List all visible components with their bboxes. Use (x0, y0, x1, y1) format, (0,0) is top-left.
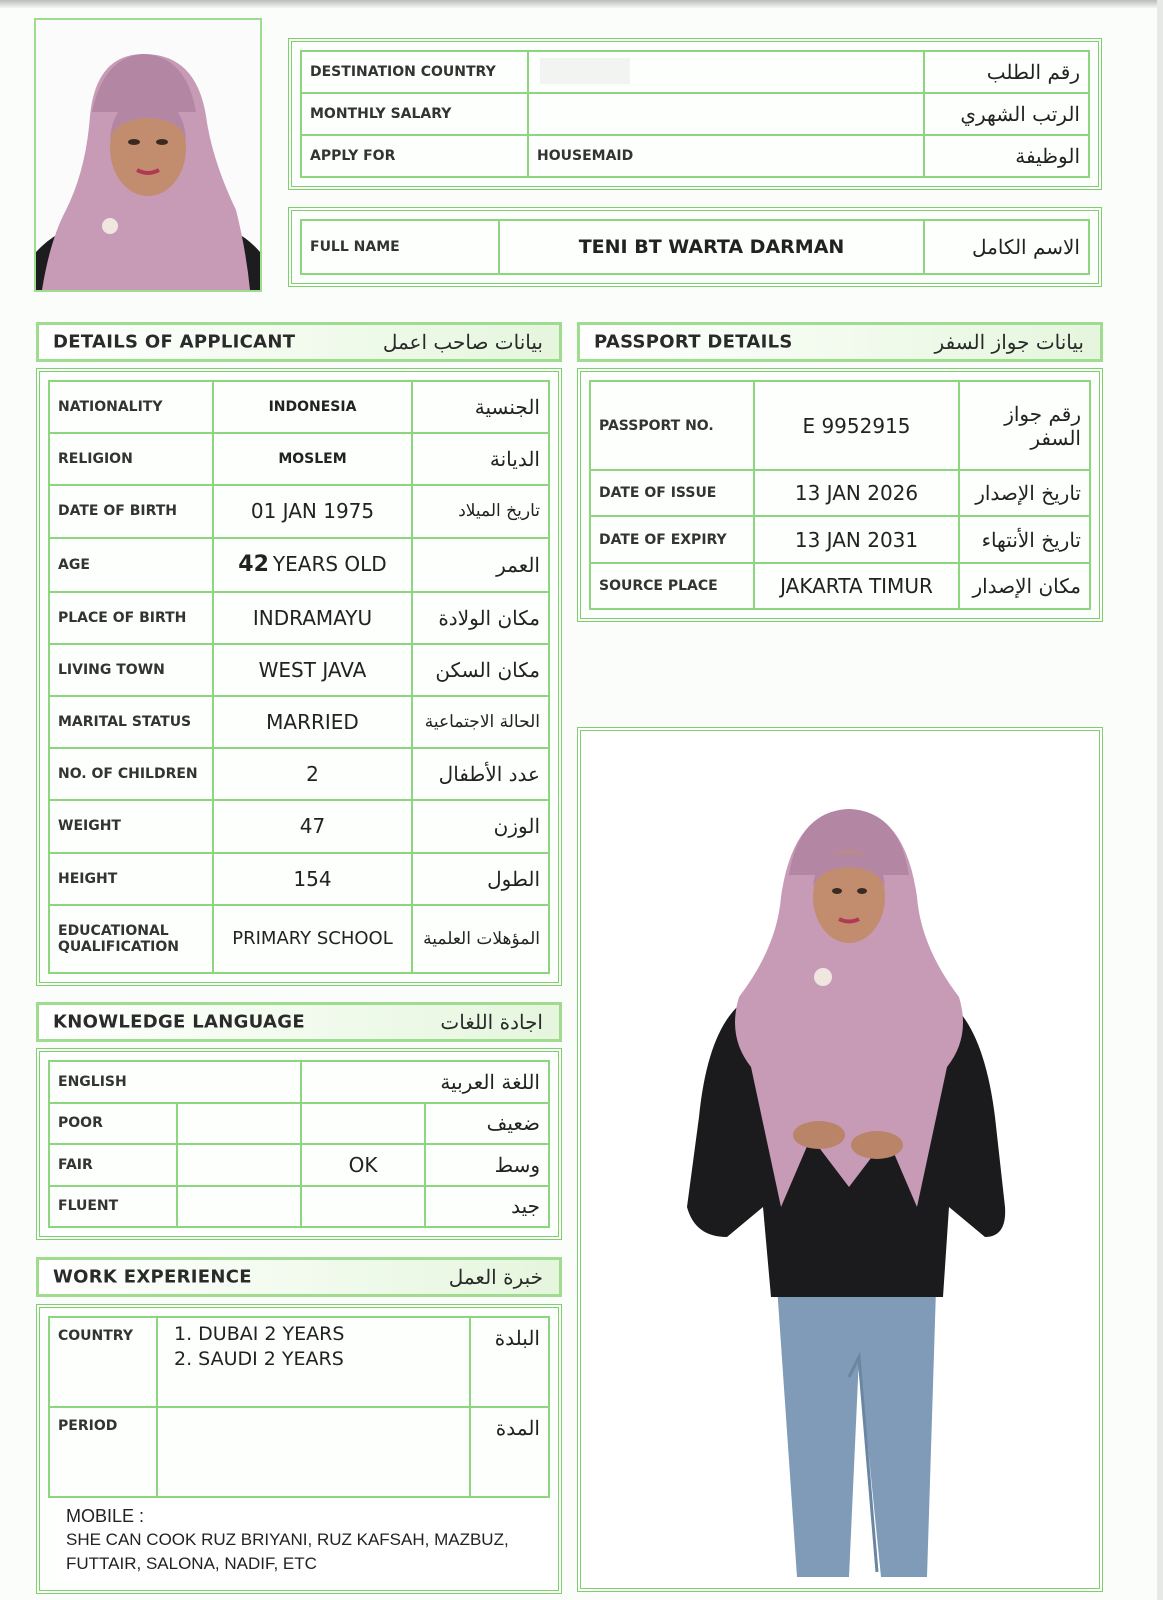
applicant-field-label: MARITAL STATUS (49, 696, 213, 748)
language-section-header (36, 1002, 562, 1042)
salary-label: MONTHLY SALARY (301, 93, 528, 135)
language-box (36, 1048, 562, 1240)
applicant-field-value: INDONESIA (213, 381, 412, 433)
language-title: KNOWLEDGE LANGUAGE (53, 1011, 305, 1033)
list-item: 2. SAUDI 2 YEARS (174, 1348, 344, 1370)
applicant-field-value: 47 (213, 800, 412, 852)
table-row (49, 1061, 549, 1103)
work-section-header (36, 1257, 562, 1297)
applicant-details-box (36, 368, 562, 986)
country-label: COUNTRY (49, 1317, 157, 1407)
applicant-field-label-ar: تاريخ الميلاد (412, 485, 549, 537)
apply-label-ar: الوظيفة (924, 135, 1089, 177)
applicant-title: DETAILS OF APPLICANT (53, 331, 296, 353)
skills-note (56, 1500, 550, 1582)
applicant-field-label: DATE OF BIRTH (49, 485, 213, 537)
table-row (49, 485, 549, 537)
applicant-title-ar: بيانات صاحب اعمل (382, 330, 543, 354)
scan-right-edge (1157, 0, 1163, 1600)
destination-label: DESTINATION COUNTRY (301, 51, 528, 93)
passport-field-label-ar: تاريخ الإصدار (959, 470, 1090, 516)
redacted-destination (540, 58, 630, 84)
table-row (301, 220, 1089, 274)
skills-line-2: FUTTAIR, SALONA, NADIF, ETC (66, 1554, 317, 1573)
table-row (49, 853, 549, 905)
passport-field-value: 13 JAN 2026 (754, 470, 959, 516)
destination-label-ar: رقم الطلب (924, 51, 1089, 93)
arabic-poor-value (301, 1103, 425, 1145)
passport-field-value: E 9952915 (754, 381, 959, 470)
table-row (49, 538, 549, 592)
passport-details-table (589, 380, 1091, 610)
applicant-field-label: WEIGHT (49, 800, 213, 852)
passport-field-value: JAKARTA TIMUR (754, 563, 959, 609)
salary-label-ar: الرتب الشهري (924, 93, 1089, 135)
applicant-field-label: EDUCATIONAL QUALIFICATION (49, 905, 213, 973)
table-row (49, 1407, 549, 1497)
country-list (157, 1317, 470, 1407)
table-row (49, 1186, 549, 1228)
table-row (49, 800, 549, 852)
table-row (49, 1103, 549, 1145)
work-experience-table (48, 1316, 550, 1498)
age-unit: YEARS OLD (272, 552, 387, 577)
applicant-field-label-ar: الطول (412, 853, 549, 905)
applicant-field-label: AGE (49, 538, 213, 592)
table-row (49, 905, 549, 973)
table-row (590, 563, 1090, 609)
passport-details-box (577, 368, 1103, 622)
applicant-field-label-ar: العمر (412, 538, 549, 592)
full-name-value: TENI BT WARTA DARMAN (499, 220, 924, 274)
applicant-field-label-ar: المؤهلات العلمية (412, 905, 549, 973)
applicant-field-label-ar: الوزن (412, 800, 549, 852)
passport-field-label: PASSPORT NO. (590, 381, 754, 470)
language-title-ar: اجادة اللغات (440, 1010, 543, 1034)
apply-label: APPLY FOR (301, 135, 528, 177)
applicant-field-value: 154 (213, 853, 412, 905)
full-name-table (300, 219, 1090, 275)
english-poor-value (177, 1103, 301, 1145)
passport-field-label: DATE OF ISSUE (590, 470, 754, 516)
work-title-ar: خبرة العمل (448, 1265, 543, 1289)
applicant-field-label: NATIONALITY (49, 381, 213, 433)
scan-top-edge (0, 0, 1163, 8)
table-row (49, 433, 549, 485)
passport-section-header (577, 322, 1103, 362)
table-row (49, 381, 549, 433)
table-row (590, 381, 1090, 470)
table-row (301, 51, 1089, 93)
apply-value: HOUSEMAID (528, 135, 924, 177)
applicant-field-value: 2 (213, 748, 412, 800)
full-name-label-ar: الاسم الكامل (924, 220, 1089, 274)
passport-field-label-ar: مكان الإصدار (959, 563, 1090, 609)
list-item: 1. DUBAI 2 YEARS (174, 1323, 345, 1345)
applicant-field-value (213, 538, 412, 592)
table-row (49, 644, 549, 696)
table-row (301, 135, 1089, 177)
passport-field-label: DATE OF EXPIRY (590, 516, 754, 562)
level-fair-ar: وسط (425, 1144, 549, 1186)
level-poor: POOR (49, 1103, 177, 1145)
country-label-ar: البلدة (470, 1317, 549, 1407)
passport-title-ar: بيانات جواز السفر (934, 330, 1084, 354)
english-column-label: ENGLISH (49, 1061, 301, 1103)
applicant-field-value: INDRAMAYU (213, 592, 412, 644)
applicant-field-value: MOSLEM (213, 433, 412, 485)
level-poor-ar: ضعيف (425, 1103, 549, 1145)
table-row (590, 470, 1090, 516)
arabic-fair-value: OK (301, 1144, 425, 1186)
applicant-field-value: 01 JAN 1975 (213, 485, 412, 537)
applicant-field-label: RELIGION (49, 433, 213, 485)
applicant-field-label-ar: مكان السكن (412, 644, 549, 696)
table-row (49, 748, 549, 800)
level-fluent-ar: جيد (425, 1186, 549, 1228)
full-name-box (288, 207, 1102, 287)
table-row (590, 516, 1090, 562)
salary-value (528, 93, 924, 135)
full-body-photo-frame (577, 727, 1103, 1592)
applicant-field-value: WEST JAVA (213, 644, 412, 696)
arabic-column-label: اللغة العربية (301, 1061, 549, 1103)
table-row (49, 592, 549, 644)
applicant-field-value: MARRIED (213, 696, 412, 748)
headshot-photo-icon (36, 20, 260, 290)
applicant-field-label-ar: الديانة (412, 433, 549, 485)
skills-line-1: SHE CAN COOK RUZ BRIYANI, RUZ KAFSAH, MAZBUZ, (66, 1530, 509, 1549)
applicant-field-label-ar: الحالة الاجتماعية (412, 696, 549, 748)
arabic-fluent-value (301, 1186, 425, 1228)
table-row (49, 1144, 549, 1186)
passport-field-label-ar: رقم جواز السفر (959, 381, 1090, 470)
english-fair-value (177, 1144, 301, 1186)
age-number: 42 (238, 552, 269, 578)
passport-field-label: SOURCE PLACE (590, 563, 754, 609)
level-fluent: FLUENT (49, 1186, 177, 1228)
applicant-field-label-ar: الجنسية (412, 381, 549, 433)
application-info-table (300, 50, 1090, 178)
headshot-photo (34, 18, 262, 292)
applicant-field-label: LIVING TOWN (49, 644, 213, 696)
applicant-field-label: NO. OF CHILDREN (49, 748, 213, 800)
application-info-box (288, 38, 1102, 190)
applicant-field-label-ar: مكان الولادة (412, 592, 549, 644)
passport-field-value: 13 JAN 2031 (754, 516, 959, 562)
passport-field-label-ar: تاريخ الأنتهاء (959, 516, 1090, 562)
level-fair: FAIR (49, 1144, 177, 1186)
applicant-field-value: PRIMARY SCHOOL (213, 905, 412, 973)
table-row (301, 93, 1089, 135)
full-name-label: FULL NAME (301, 220, 499, 274)
passport-title: PASSPORT DETAILS (594, 331, 793, 353)
applicant-section-header (36, 322, 562, 362)
work-title: WORK EXPERIENCE (53, 1266, 252, 1288)
english-fluent-value (177, 1186, 301, 1228)
full-body-photo (587, 737, 1093, 1582)
applicant-field-label-ar: عدد الأطفال (412, 748, 549, 800)
period-label-ar: المدة (470, 1407, 549, 1497)
period-value (157, 1407, 470, 1497)
applicant-field-label: PLACE OF BIRTH (49, 592, 213, 644)
period-label: PERIOD (49, 1407, 157, 1497)
language-table (48, 1060, 550, 1228)
applicant-details-table (48, 380, 550, 974)
table-row (49, 1317, 549, 1407)
applicant-field-label: HEIGHT (49, 853, 213, 905)
table-row (49, 696, 549, 748)
mobile-label: MOBILE : (66, 1506, 145, 1526)
